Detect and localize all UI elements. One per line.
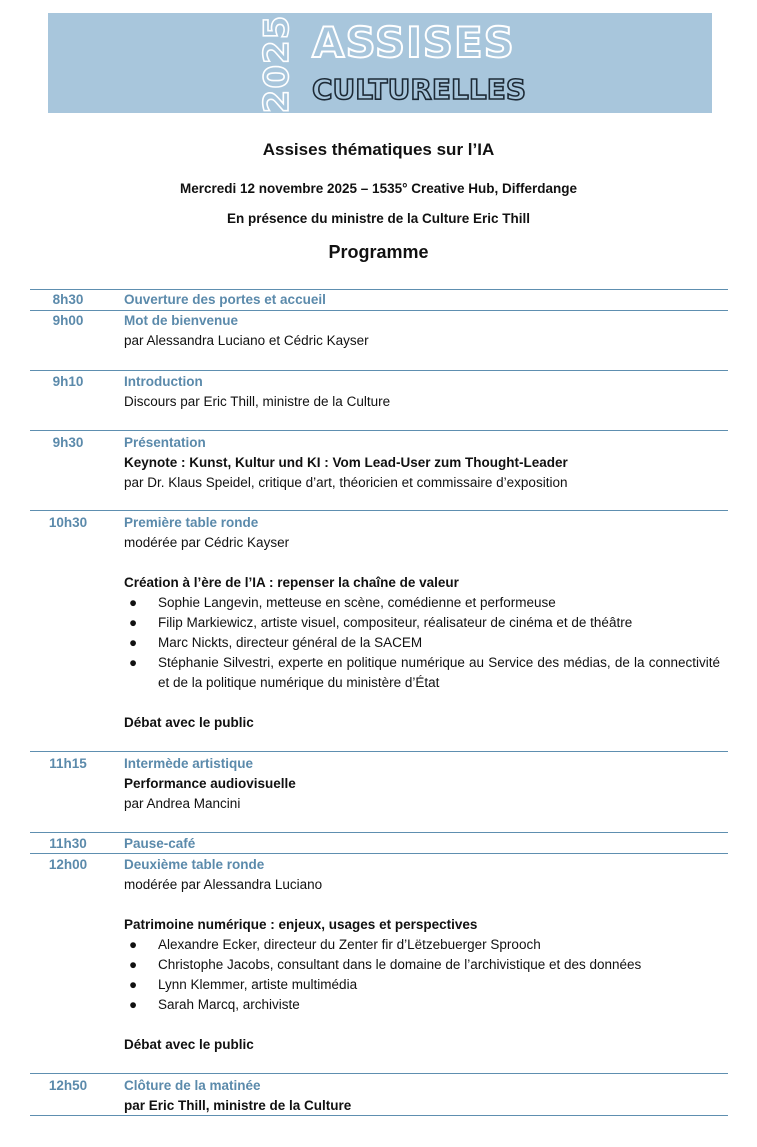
time-slot: 12h00 xyxy=(48,857,88,872)
session-detail: modérée par Alessandra Luciano xyxy=(124,877,323,892)
bullet-icon: ● xyxy=(129,997,138,1012)
session-detail: par Dr. Klaus Speidel, critique d’art, théoricien et commissaire d’exposition xyxy=(124,475,568,490)
public-debate: Débat avec le public xyxy=(124,715,254,730)
time-slot: 10h30 xyxy=(48,515,88,530)
time-slot: 9h30 xyxy=(52,435,84,450)
bullet-icon: ● xyxy=(129,615,138,630)
session-detail: modérée par Cédric Kayser xyxy=(124,535,290,550)
bullet-icon: ● xyxy=(129,937,138,952)
assises-culturelles-logo xyxy=(257,14,526,114)
panelist-item: Christophe Jacobs, consultant dans le domaine de l’archivistique et des données xyxy=(158,957,642,972)
session-title: Pause-café xyxy=(124,836,196,851)
bullet-icon: ● xyxy=(129,957,138,972)
panelist-item: Marc Nickts, directeur général de la SACEM xyxy=(158,635,423,650)
row-divider xyxy=(30,370,728,371)
row-divider xyxy=(30,853,728,854)
row-divider xyxy=(30,1073,728,1074)
programme-heading: Programme xyxy=(328,242,429,262)
public-debate: Débat avec le public xyxy=(124,1037,254,1052)
roundtable-topic: Patrimoine numérique : enjeux, usages et perspectives xyxy=(124,917,478,932)
closing-speaker: par Eric Thill, ministre de la Culture xyxy=(124,1098,352,1113)
panelist-item: Stéphanie Silvestri, experte en politique numérique au Service des médias, de la connectivité et de la politique numérique du ministère d’État xyxy=(158,655,720,690)
bullet-icon: ● xyxy=(129,595,138,610)
logo-line-1: ASSISES xyxy=(312,18,515,67)
session-detail: Discours par Eric Thill, ministre de la Culture xyxy=(124,394,391,409)
row-divider xyxy=(30,510,728,511)
session-title: Ouverture des portes et accueil xyxy=(124,292,326,307)
session-detail: par Alessandra Luciano et Cédric Kayser xyxy=(124,333,369,348)
session-title: Mot de bienvenue xyxy=(124,313,239,328)
panelist-item: Alexandre Ecker, directeur du Zenter fir d’Lëtzebuerger Sprooch xyxy=(158,937,541,952)
panelist-item: Sophie Langevin, metteuse en scène, comédienne et performeuse xyxy=(158,595,556,610)
session-detail: par Andrea Mancini xyxy=(124,796,241,811)
row-divider xyxy=(30,832,728,833)
session-title: Introduction xyxy=(124,374,203,389)
event-presence: En présence du ministre de la Culture Eric Thill xyxy=(226,211,531,226)
row-divider xyxy=(30,751,728,752)
performance-title: Performance audiovisuelle xyxy=(124,776,296,791)
panelist-item: Sarah Marcq, archiviste xyxy=(158,997,300,1012)
session-title: Clôture de la matinée xyxy=(124,1078,261,1093)
time-slot: 11h15 xyxy=(49,756,87,771)
row-divider xyxy=(30,1115,728,1116)
session-title: Première table ronde xyxy=(124,515,259,530)
logo-line-2: CULTURELLES xyxy=(312,73,526,106)
session-title: Deuxième table ronde xyxy=(124,857,265,872)
session-title: Présentation xyxy=(124,435,206,450)
time-slot: 9h00 xyxy=(52,313,84,328)
row-divider xyxy=(30,430,728,431)
bullet-icon: ● xyxy=(129,655,138,670)
bullet-icon: ● xyxy=(129,977,138,992)
time-slot: 9h10 xyxy=(52,374,84,389)
panelist-item: Filip Markiewicz, artiste visuel, compositeur, réalisateur de cinéma et de théâtre xyxy=(158,615,633,630)
event-date-location: Mercredi 12 novembre 2025 – 1535° Creative Hub, Differdange xyxy=(179,181,578,196)
bullet-icon: ● xyxy=(129,635,138,650)
roundtable-topic: Création à l’ère de l’IA : repenser la chaîne de valeur xyxy=(124,575,459,590)
logo-year: 2025 xyxy=(257,14,297,114)
time-slot: 12h50 xyxy=(48,1078,88,1093)
time-slot: 8h30 xyxy=(52,292,84,307)
page-title: Assises thématiques sur l’IA xyxy=(262,140,495,159)
keynote-title: Keynote : Kunst, Kultur und KI : Vom Lead-User zum Thought-Leader xyxy=(124,455,568,470)
time-slot: 11h30 xyxy=(49,836,87,851)
panelist-item: Lynn Klemmer, artiste multimédia xyxy=(158,977,358,992)
session-title: Intermède artistique xyxy=(124,756,254,771)
